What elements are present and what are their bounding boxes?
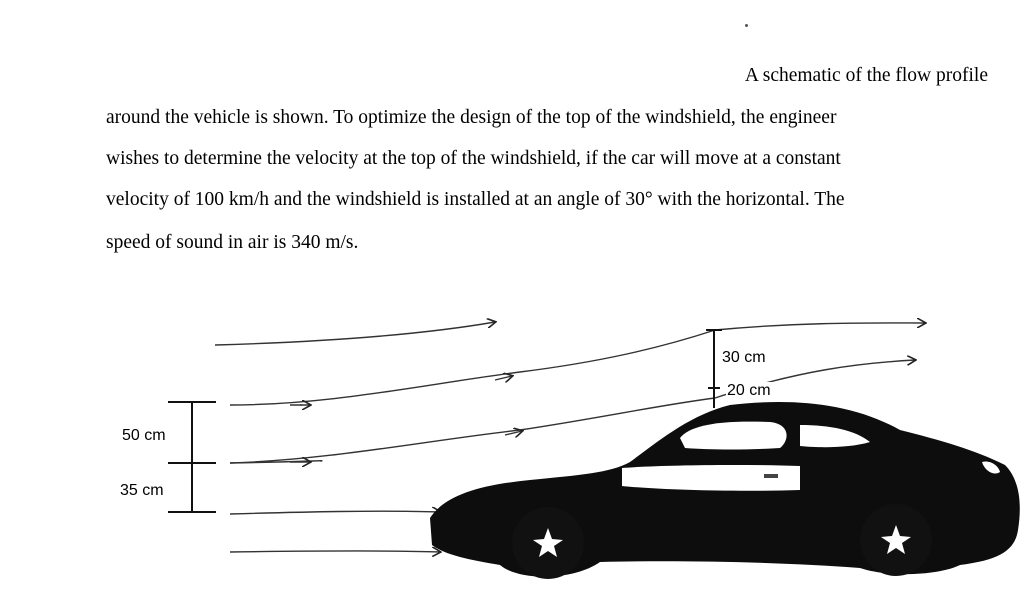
dimension-label-35cm: 35 cm [120,482,164,499]
car-silhouette [430,402,1020,579]
dimension-label-30cm: 30 cm [722,349,766,366]
streamline-1 [215,322,495,345]
streamline-6 [230,551,440,552]
stray-dot [745,24,748,27]
door-handle [764,474,778,478]
left-dimension-bars [168,402,216,512]
problem-line-4: velocity of 100 km/h and the windshield is installed at an angle of 30° with the horizontal. The [106,189,845,210]
problem-line-2: around the vehicle is shown. To optimize the design of the top of the windshield, the engineer [106,107,837,128]
problem-line-1: A schematic of the flow profile [744,65,988,86]
streamline-2 [230,323,925,405]
dimension-label-50cm: 50 cm [122,427,166,444]
streamline-5 [230,511,440,514]
dimension-label-20cm: 20 cm [727,382,771,399]
problem-line-3: wishes to determine the velocity at the top of the windshield, if the car will move at a constant [106,148,841,169]
mid-arrow-3 [495,376,512,380]
problem-line-5: speed of sound in air is 340 m/s. [106,232,359,253]
flow-profile-figure [0,290,1028,591]
